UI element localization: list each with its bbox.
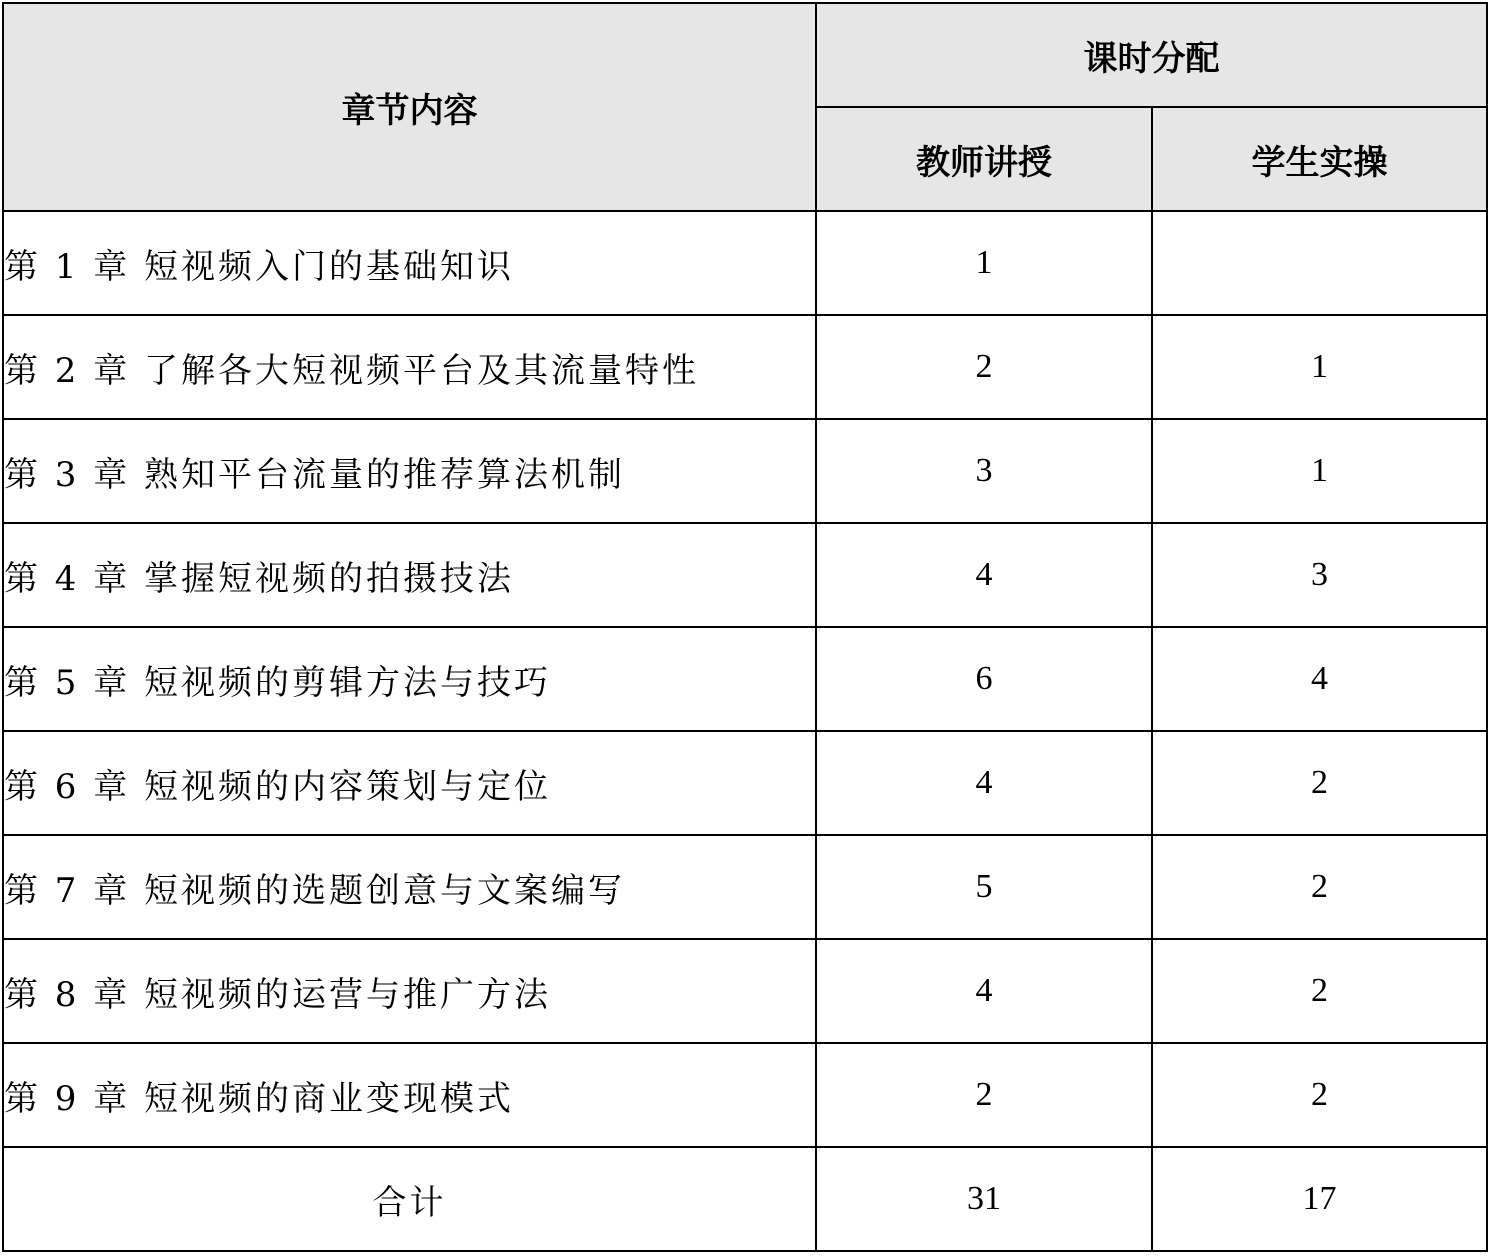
student-hours-cell: 2: [1152, 1043, 1487, 1147]
table-row: [3, 835, 1487, 939]
table-row: [3, 731, 1487, 835]
student-hours-cell: 1: [1152, 315, 1487, 419]
total-row: [3, 1147, 1487, 1251]
student-column-header: 学生实操: [1152, 107, 1487, 211]
table-row: [3, 211, 1487, 315]
table-row: [3, 627, 1487, 731]
student-total-cell: 17: [1152, 1147, 1487, 1251]
student-hours-cell: 2: [1152, 731, 1487, 835]
teacher-hours-cell: 4: [816, 523, 1152, 627]
header-row-top: [3, 3, 1487, 107]
teacher-column-header: 教师讲授: [816, 107, 1152, 211]
chapter-cell: 第 2 章 了解各大短视频平台及其流量特性: [3, 315, 816, 419]
student-hours-cell: [1152, 211, 1487, 315]
chapter-cell: 第 7 章 短视频的选题创意与文案编写: [3, 835, 816, 939]
chapter-cell: 第 3 章 熟知平台流量的推荐算法机制: [3, 419, 816, 523]
teacher-hours-cell: 2: [816, 1043, 1152, 1147]
teacher-hours-cell: 2: [816, 315, 1152, 419]
chapter-cell: 第 8 章 短视频的运营与推广方法: [3, 939, 816, 1043]
student-hours-cell: 4: [1152, 627, 1487, 731]
chapter-cell: 第 4 章 掌握短视频的拍摄技法: [3, 523, 816, 627]
student-hours-cell: 2: [1152, 939, 1487, 1043]
teacher-hours-cell: 4: [816, 731, 1152, 835]
table-row: [3, 315, 1487, 419]
chapter-cell: 第 5 章 短视频的剪辑方法与技巧: [3, 627, 816, 731]
chapter-cell: 第 6 章 短视频的内容策划与定位: [3, 731, 816, 835]
table-row: [3, 939, 1487, 1043]
teacher-hours-cell: 6: [816, 627, 1152, 731]
table-row: [3, 523, 1487, 627]
teacher-total-cell: 31: [816, 1147, 1152, 1251]
table-row: [3, 419, 1487, 523]
student-hours-cell: 1: [1152, 419, 1487, 523]
chapter-cell: 第 9 章 短视频的商业变现模式: [3, 1043, 816, 1147]
table-row: [3, 1043, 1487, 1147]
student-hours-cell: 2: [1152, 835, 1487, 939]
teacher-hours-cell: 1: [816, 211, 1152, 315]
chapter-column-header: 章节内容: [3, 3, 816, 211]
hours-group-header: 课时分配: [816, 3, 1487, 107]
teacher-hours-cell: 4: [816, 939, 1152, 1043]
teacher-hours-cell: 5: [816, 835, 1152, 939]
student-hours-cell: 3: [1152, 523, 1487, 627]
chapter-cell: 第 1 章 短视频入门的基础知识: [3, 211, 816, 315]
teacher-hours-cell: 3: [816, 419, 1152, 523]
total-label-cell: 合计: [3, 1147, 816, 1251]
course-hours-table: [2, 2, 1488, 1252]
